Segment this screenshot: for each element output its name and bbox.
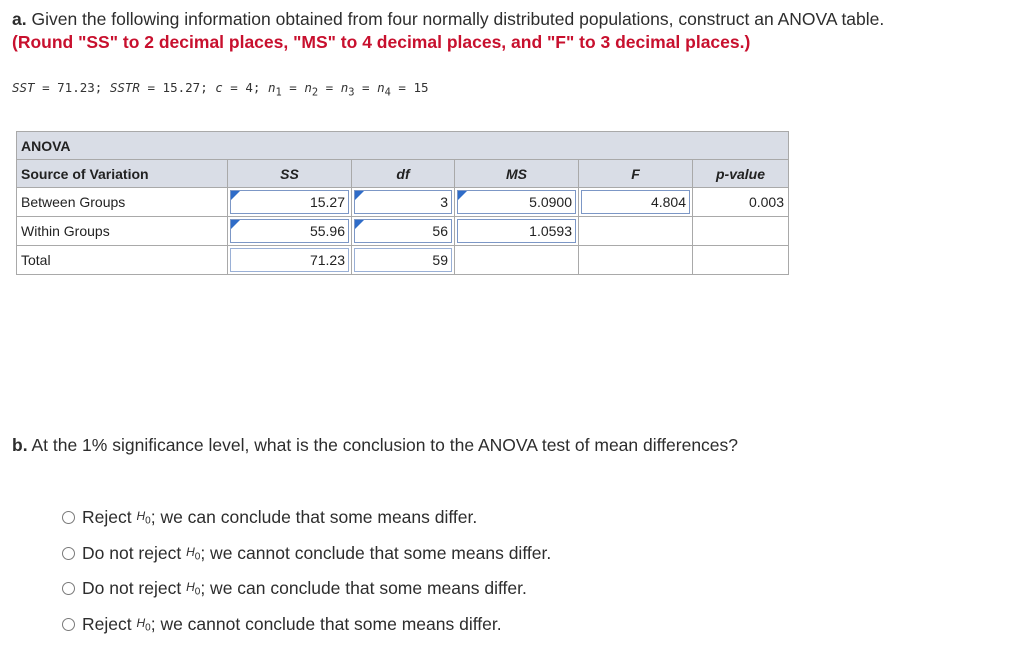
header-p-value: p-value <box>693 160 789 188</box>
answer-marker-icon <box>355 220 364 229</box>
total-ss-input[interactable]: 71.23 <box>230 248 349 272</box>
part-a-question <box>12 8 884 54</box>
part-a-label: a. <box>12 9 27 29</box>
anova-table <box>16 131 789 275</box>
header-df: df <box>352 160 455 188</box>
h0-symbol: $H_0$ <box>136 509 151 527</box>
n3-label: n <box>340 80 349 95</box>
between-p-value: 0.003 <box>693 188 789 217</box>
total-df-input[interactable]: 59 <box>354 248 452 272</box>
conclusion-options <box>62 500 551 642</box>
within-ms-input[interactable]: 1.0593 <box>457 219 576 243</box>
part-b-question <box>12 435 738 456</box>
sst-value: 71.23 <box>57 80 95 95</box>
radio-button[interactable] <box>62 547 75 560</box>
between-ss-input[interactable]: 15.27 <box>230 190 349 214</box>
row-source: Total <box>17 246 228 275</box>
between-f-input[interactable]: 4.804 <box>581 190 690 214</box>
c-label: c <box>215 80 223 95</box>
n1-label: n <box>267 80 276 95</box>
radio-button[interactable] <box>62 618 75 631</box>
row-source: Between Groups <box>17 188 228 217</box>
total-ms-cell <box>455 246 579 275</box>
header-row <box>17 160 789 188</box>
table-row <box>17 217 789 246</box>
part-a-prompt: Given the following information obtained from four normally distributed populations, construct an ANOVA table. <box>31 9 885 29</box>
answer-marker-icon <box>231 220 240 229</box>
header-f: F <box>579 160 693 188</box>
option-4[interactable]: Reject $H_0$ ; we cannot conclude that some means differ. <box>62 607 551 643</box>
within-ss-input[interactable]: 55.96 <box>230 219 349 243</box>
between-ms-input[interactable]: 5.0900 <box>457 190 576 214</box>
sst-label: SST <box>12 80 35 95</box>
radio-button[interactable] <box>62 511 75 524</box>
n2-label: n <box>304 80 312 95</box>
header-ss: SS <box>228 160 352 188</box>
part-b-prompt: At the 1% significance level, what is the conclusion to the ANOVA test of mean differences? <box>31 435 739 455</box>
total-p-cell <box>693 246 789 275</box>
table-row <box>17 188 789 217</box>
answer-marker-icon <box>458 191 467 200</box>
header-source: Source of Variation <box>17 160 228 188</box>
n4-label: n <box>377 80 385 95</box>
answer-marker-icon <box>231 191 240 200</box>
sstr-value: 15.27 <box>162 80 201 95</box>
table-row <box>17 246 789 275</box>
within-f-cell <box>579 217 693 246</box>
between-df-input[interactable]: 3 <box>354 190 452 214</box>
h0-symbol: $H_0$ <box>136 615 151 633</box>
radio-button[interactable] <box>62 582 75 595</box>
n-value: 15 <box>413 80 429 95</box>
answer-marker-icon <box>355 191 364 200</box>
h0-symbol: $H_0$ <box>186 580 201 598</box>
header-ms: MS <box>455 160 579 188</box>
within-p-cell <box>693 217 789 246</box>
c-value: 4 <box>245 80 253 95</box>
within-df-input[interactable]: 56 <box>354 219 452 243</box>
part-b-label: b. <box>12 435 28 455</box>
sstr-label: SSTR <box>109 80 140 95</box>
total-f-cell <box>579 246 693 275</box>
option-1[interactable]: Reject $H_0$ ; we can conclude that some means differ. <box>62 500 551 536</box>
given-values: SST = 71.23; SSTR = 15.27; c = 4; $n_1 = n_2 = n_3 = n_4 = 15$ <box>12 80 429 99</box>
h0-symbol: $H_0$ <box>186 544 201 562</box>
row-source: Within Groups <box>17 217 228 246</box>
option-3[interactable]: Do not reject $H_0$ ; we can conclude that some means differ. <box>62 571 551 607</box>
rounding-instruction: (Round "SS" to 2 decimal places, "MS" to 4 decimal places, and "F" to 3 decimal places.) <box>12 32 751 52</box>
option-2[interactable]: Do not reject $H_0$ ; we cannot conclude that some means differ. <box>62 536 551 572</box>
anova-title-row <box>17 132 789 160</box>
anova-title: ANOVA <box>17 132 789 160</box>
